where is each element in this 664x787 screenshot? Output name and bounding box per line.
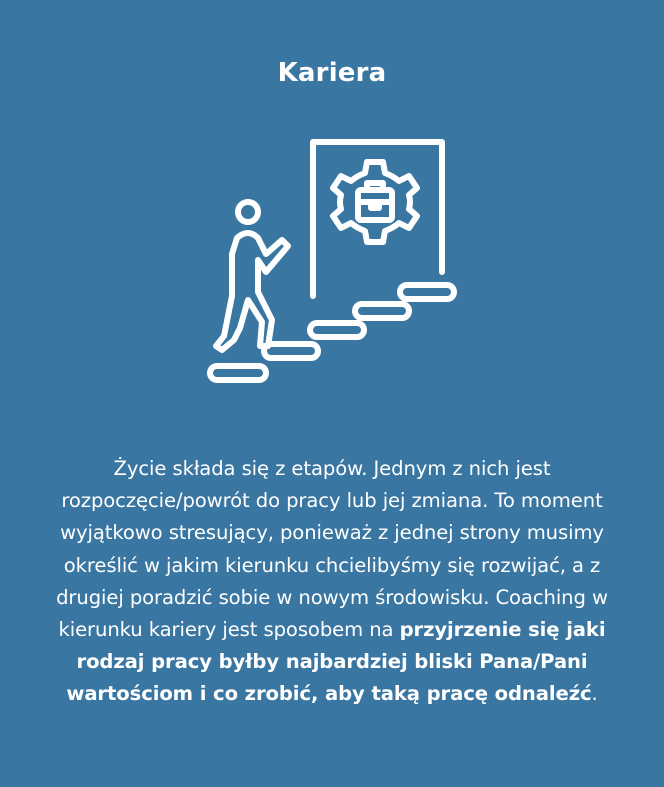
- description-highlight: przyjrzenie się jaki rodzaj pracy byłby najbardziej bliski Pana/Pani wartościom i co zrobić, aby taką pracę odnaleźć: [66, 618, 606, 706]
- career-stairs-icon: [200, 132, 470, 394]
- description-end: .: [591, 682, 598, 706]
- description-intro: Życie składa się z etapów. Jednym z nich jest rozpoczęcie/powrót do pracy lub jej zmiana. To moment wyjątkowo stresujący, ponieważ z jednej strony musimy określić w jakim kierunku chcielibyśmy się rozwijać, a z drugiej poradzić sobie w nowym środowisku. Coaching w kierunku kariery jest sposobem na: [56, 457, 608, 642]
- card-title: Kariera: [277, 58, 387, 88]
- card-description: [28, 453, 636, 711]
